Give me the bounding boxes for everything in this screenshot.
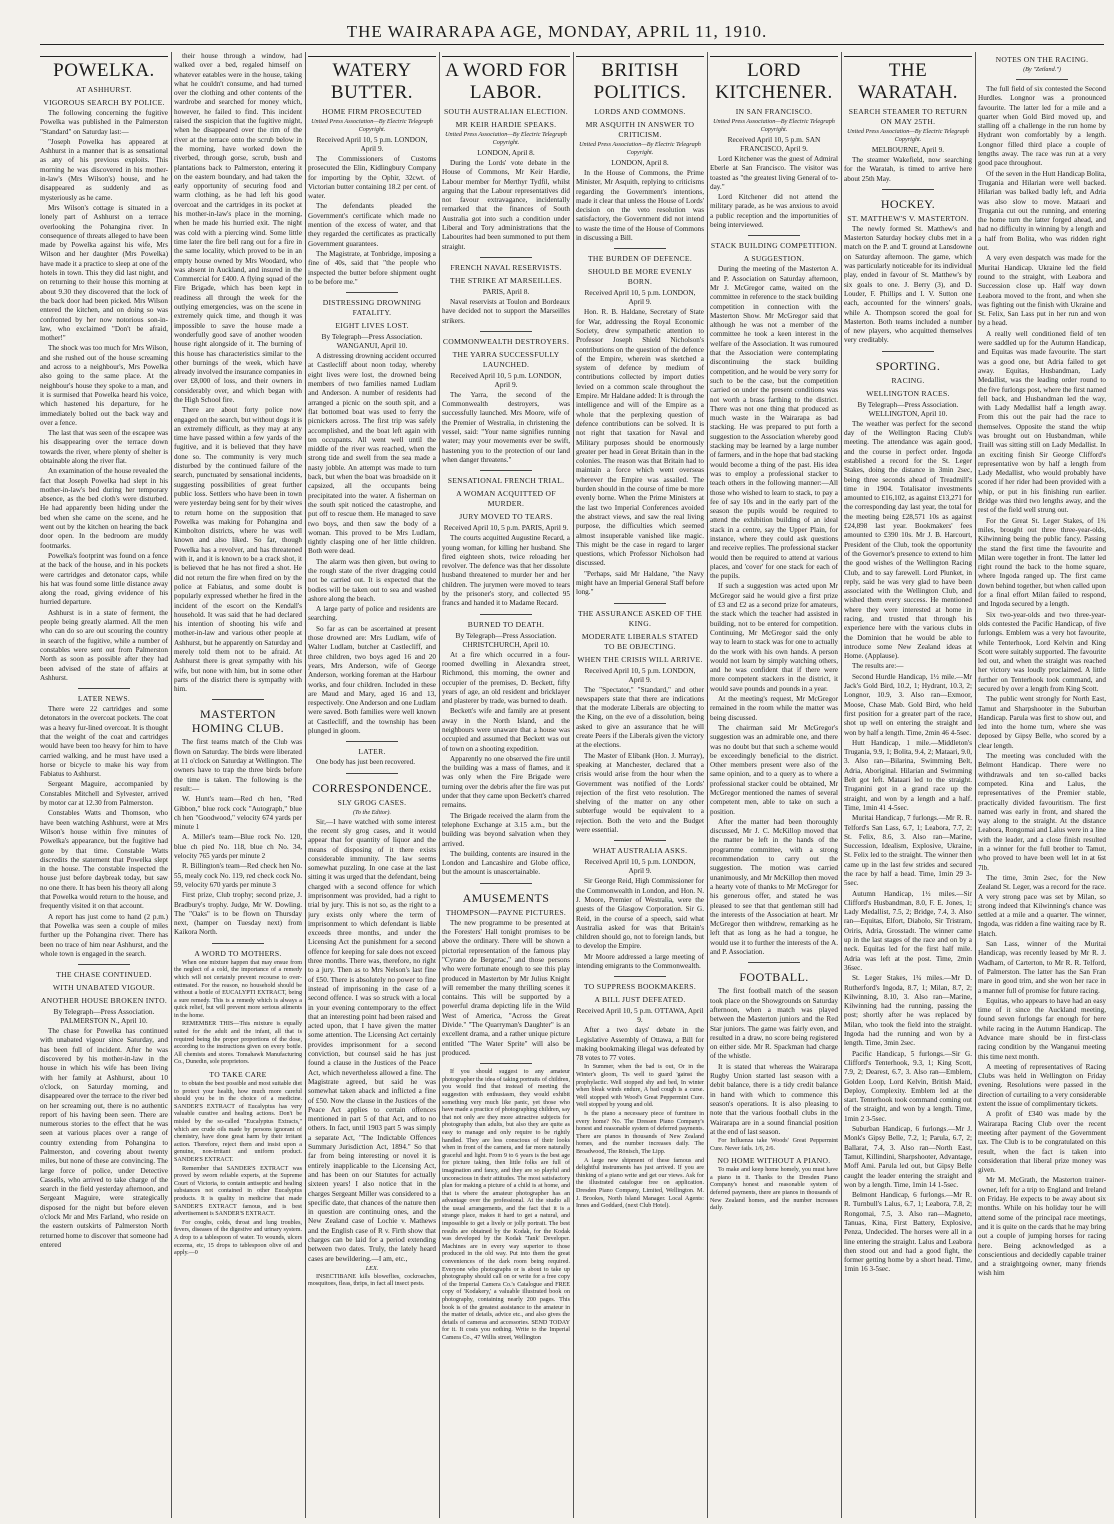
subheading: EIGHT LIVES LOST. xyxy=(335,321,409,331)
section-divider xyxy=(480,883,531,884)
column-rule xyxy=(439,52,440,1518)
article-paragraph: A really well conditioned field of ten were saddled up for the Autumn Handicap, and Equitas was made favourite. The start was a good one, but Adria failed to get away. Equitas, Husbandman, Lady Medallist, was the leading order round to the five furlongs post, where the first named fell back, and Husbandman led the way, with Lady Medallist half a length away. From this out the pair had the race to themselves. Opposite the stand the whip was brought out on Husbandman, while Traill was sitting still on Lady Medallist. In an exciting finish Sir George Clifford's representative won by half a length from Lady Medallist, who would probably have scored if her rider had been provided with a whip, or put in his finishing run earlier. Bridge was third two lengths away, and the rest of the field well strung out. xyxy=(978,329,1106,515)
subheading: WHEN THE CRISIS WILL ARRIVE. xyxy=(577,654,703,664)
subheading: A SUGGESTION. xyxy=(743,254,805,264)
column-2 xyxy=(174,52,302,1518)
article-paragraph: The following concerning the fugitive Powelka was published in the Palmerston "Standard" on Saturday last:— xyxy=(40,109,168,136)
dateline: Received April 10, 5 p.m. OTTAWA, April 9. xyxy=(576,1006,704,1025)
dateline: PARIS, April 8. xyxy=(482,286,530,296)
article-paragraph: After the matter had been thoroughly discussed, Mr J. C. McKillop moved that the matter be left in the hands of the programme committee, with a strong recommendation to carry out the suggestion. The motion was carried unanimously, and Mr McKillop then moved a hearty vote of thanks to Mr McGregor for his generous offer, and stated he was pleased to see that that gentleman still had the interests of the Association at heart. Mr McGregor then withdrew, remarking as he left that as long as he had a tongue, he would use it to further the interests of the A. and P. Association. xyxy=(710,817,838,957)
dateline: Received April 10, 5 p.m. SAN FRANCISCO, April 9. xyxy=(727,135,821,153)
subheading: THE CHASE CONTINUED. xyxy=(56,970,152,980)
article-paragraph: Lord Kitchener did not attend the military parade, as he was anxious to avoid a public reception and the importunities of being interviewed. xyxy=(710,193,838,230)
article-paragraph: Of the seven in the Hutt Handicap Bolita, Trugania and Hilarian were well backed. Hilarian was balked badly left, and Adria was also slow to move. Mataari and Trugania cut out the running, and entering the home turn the latter forged ahead, and had no difficulty in winning by a length and a half from Bolita, who was ridden right out. xyxy=(978,169,1106,253)
article-paragraph: It is stated that whereas the Wairarapa Rugby Union started last season with a debit balance, there is a tidy credit balance in hand with which to commence this season's operations. It is also pleasing to note that the various football clubs in the Wairarapa are in a sound financial position at the end of last season. xyxy=(710,1062,838,1136)
section-divider xyxy=(480,470,531,471)
article-paragraph: Suburban Handicap, 6 furlongs.—Mr J. Monk's Gipsy Belle, 7.2, 1; Parula, 6.7, 2; Ballarat, 7.4, 3. Also ran—North East, Tamut, Killindini, Sharpshooter, Advantage, Moff Ami. Parula led out, but Gipsy Belle caught the leader entering the straight and won by a length. Time, 1min 14 1-5sec. xyxy=(844,1125,972,1189)
article-paragraph: The courts acquitted Augustine Recard, a young woman, for killing her husband. She fired eighteen shots, twice reloading her revolver. The defence was that her dissolute husband threatened to murder her and her children. The jurymen were moved to tears by the prisoner's story, and collected 95 francs and handed it to Madame Recard. xyxy=(442,534,570,608)
article-paragraph: Hutt Handicap, 1 mile.—Middleton's Trugania, 9.9, 1; Bolita, 9.4, 2; Mataari, 9.0, 3. Also ran—Bilarina, Swimming Belt, Adria, Aboriginal. Hilarian and Swimming Belt got left. Mataari led to the straight. Truganini got in a grand race up the straight, and won by a length and a half. Time, 1min 41 4-5sec. xyxy=(844,738,972,812)
article-paragraph: The Commissioners of Customs prosecuted the Elin, Kidlingbury Company for importing by the Ophir, 32cwt. of Victorian butter containing 18.2 per cent. of water. xyxy=(308,155,436,201)
article-paragraph: The Yarra, the second of the Commonwealth destroyers, was successfully launched. Mrs Moore, wife of the Premier of Westralia, in christening the vessel, said: "Your name signifies running water; may your movements ever be swift, hastening you to the protection of our land when danger threatens." xyxy=(442,390,570,464)
article-paragraph: After a two days' debate in the Legislative Assembly of Ottawa, a Bill for making bookmaking illegal was defeated by 78 votes to 77 votes. xyxy=(576,1026,704,1063)
article-paragraph: Mr M. McGrath, the Masterton trainer-owner, left for a trip to England and Ireland on Friday. He expects to be away about six months. While on his holiday tour he will attend some of the principal race meetings, and it is quite on the cards that he may bring out a couple of jumping horses for racing here. Being acknowledged as a conscientious and decidedly capable trainer and a straightgoing owner, many friends wish him xyxy=(978,1176,1106,1278)
article-paragraph: The meeting was concluded with the Belmont Handicap. There were no withdrawals and ten so-called backs competed. Kina and Lalus, the representatives of the Premier stable, practically divided favouritism. The first named was early in front, and shared the way along to the straight. At the distance Leabora, Rongomai and Lalus were in a line with the leader, and a close finish resulted in a winner for the full brother to Tamut, who proved to have been well let in at 6st 7lb. xyxy=(978,752,1106,872)
subheading: SOUTH AUSTRALIAN ELECTION. xyxy=(443,107,569,116)
article-paragraph: Equitas, who appears to have had an easy time of it since the Auckland meeting, found seven furlongs far enough for here while racing in the Autumn Handicap. The Advance mare should be in first-class racing condition by the Wanganui meeting this time next month. xyxy=(978,996,1106,1061)
dateline: By Telegraph—Press Association. WELLINGTON, April 10. xyxy=(857,399,959,418)
article-paragraph: There are about forty police now engaged on the search, but without dogs it is an extremely difficult, as they may at any time have passed within a few yards of the fugitive, and it is believed that they have done so. The community is very much disturbed by the continued failure of the search, punctuated by sensational incidents, suggesting possibilities of great further public loss. Settlers who have been in town were yesterday being sent for by their wives to return home on the supposition that Powelka was making for Pohangina and Kimbolton districts, where he was well known and also liked. So far, though Powelka has a revolver, and has threatened with it, and it is known to be a crack shot, it is believed that he has not fired a shot. He did not return the fire when fired on by the police at Fabiatus, and some doubt is popularly expressed whether he fired in the incident of the escort on the Kendall's household. It was said that he had declared his intention of shooting his wife and mother-in-law and various other people at Ashhurst, but he apparently on Saturday and merely told them not to be afraid. At Ashhurst there is great sympathy with his wife, but none with him, but in some other parts of the district there is sympathy with him. xyxy=(174,406,302,694)
wire-credit: United Press Association—By Electric Telegraph Copyright. xyxy=(445,131,567,146)
article-paragraph: Powelka's footprint was found on a fence at the back of the house, and in his pockets were cartridges and detonator caps, while his hat was found some little distance away along the road, giving evidence of his hurried departure. xyxy=(40,551,168,607)
article-paragraph: The building, contents are insured in the London and Lancashire and Globe office, but the amount is unascertainable. xyxy=(442,849,570,877)
article-paragraph: Ashhurst is in a state of ferment, the people being greatly alarmed. All the men who can do so are out scouring the country in search of the fugitive, while a number of constables were sent out from Palmerston North as soon as possible after they had been advised of the state of affairs at Ashhurst. xyxy=(40,608,168,682)
article-headline: BRITISH POLITICS. xyxy=(576,56,704,104)
article-headline: A WORD FOR LABOR. xyxy=(442,56,570,104)
article-paragraph: R. Billington's team—Red check hen No. 55, mealy cock No. 119, red check cock No. 59, velocity 670 yards per minute 3 xyxy=(174,862,302,889)
dateline: Received April 10, 5 p.m. LONDON, April 9. xyxy=(450,370,562,389)
article-paragraph: The "Spectator," "Standard," and other newspapers state that there are indications that the moderate Liberals are objecting to the King, on the eve of a dissolution, being asked to give an assurance that he will create Peers if the Liberals given the victory at the elections. xyxy=(576,685,704,750)
subheading: RACING. xyxy=(891,375,925,385)
article-paragraph: The chase for Powelka has continued with unabated vigour since Saturday, and has been full of incident. After he was discovered by his mother-in-law in the house in which his wife has been living with her family at Ashhurst, about 10 o'clock, on Saturday morning, and disappeared over the terrace to the river bed on her screaming out, there is no authentic report of his having been seen. There are numerous stories to the effect that he was seen at various places over a range of country extending from Pohangina to Palmerston, and covering about twenty miles, but none of these are convincing. The large force of police, under Detective Cassells, who arrived to take charge of the search in the field yesterday afternoon, and Sergeant Maguire, were strategically disposed for the night but before eleven o'clock Mr and Mrs Farland, who reside on the eastern outskirts of Palmerston North returned home to discover that someone had entered xyxy=(40,1027,168,1249)
subheading: COMMONWEALTH DESTROYERS. xyxy=(442,336,570,346)
article-paragraph: At a fire which occurred in a four-roomed dwelling in Alexandra street, Richmond, this morning, the owner and occupier of the premises, D. Beckett, fifty years of age, an old resident and bricklayer and plasterer by trade, was burned to death. xyxy=(442,650,570,706)
article-paragraph: During the meeting of the Masterton A. and P. Association on Saturday afternoon, Mr J. McGregor came, waited on the committee in reference to the stack building competition in connection with the Masterton Show. Mr McGregor said that although he was not a member of the committee he took a keen interest in the welfare of the Association. It was rumoured that the Association were contemplating discontinuing the stack building competition, and he would be very sorry for such to be the case, but the competition carried on under the present conditions was not worth a brass farthing to the district. There was not one thing that produced as much waste in the Wairarapa as bad stacking. He was prepared to put forth a suggestion to the Association whereby good stacking may be learned by a large number of farmers, and in the hope that bad stacking would become a thing of the past. His idea was to employ a professional stacker to teach others in the following manner:—All those who wished to learn to stack, to pay a fee of say 10s and in the early part of the season the pupils would be required to attend the exhibition building of an ideal stack in a centre, say the Upper Plain, for instance, where they could ask questions and receive replies. The professional stacker would then be required to attend at various places, and 'cover' for one stack for each of the pupils. xyxy=(710,265,838,581)
article-paragraph: The chairman said Mr McGregor's suggestion was an admirable one, and there was no doubt but that such a scheme would be exceedingly beneficial to the district. Other members present were also of the same opinion, and to a query as to where a professional stacker could be obtained, Mr McGregor mentioned the names of several competent men, able to take on such a position. xyxy=(710,723,838,816)
subheading: ANOTHER HOUSE BROKEN INTO. xyxy=(40,996,168,1006)
article-paragraph: One body has just been recovered. xyxy=(316,758,415,767)
article-paragraph: The full field of six contested the Second Hurdles. Longnor was a pronounced favourite. The latter led for a mile and a quarter when Gold Bird moved up, and stalling off a challenge in the run home by Hydrant won comfortably by a length. Longnor filled third place a couple of lengths away. The race was run at a very good pace throughout. xyxy=(978,85,1106,168)
article-paragraph: their house through a window, had walked over a bed, regaled himself on whatever eatables were in the house, taking what he couldn't consume, and had turned over the clothing and other contents of the wardrobe and searched for money which, however, he failed to find. This incident raised the suspicion that the fugitive might, when he disappeared over the rim of the river at the terrace onto the scrub below in the morning, have worked down the riverbed, through gorse, scrub, bush and plantations back to Palmerston, entering it on the eastern boundary, and had taken the early opportunity of securing food and warm clothing, as he had left his good overcoat and the cartridges in its pocket at his mother-in-law's place in the morning, when he made his hurried exit. The night was cold with a piercing wind. Some little time later the fire bell rang out for a fire in the same locality, which proved to be in an empty house owned by Mrs Woodard, who was absent in Auckland, and insured in the Commercial for £400. A flying squad of the Fire Brigade, which has been kept in readiness all through the week for the outlying emergencies, was on the scene in extremely quick time, and though it was impossible to save the house made a wonderfully good save of another wooden house right alongside of it. The burning of this house has characteristics similar to the other burnings of the week, which have already involved the insurance companies in over £8,000 of loss, and their owners in considerably over, and which began with the High School fire. xyxy=(174,52,302,404)
subheading: SEARCH STEAMER TO RETURN ON MAY 25TH. xyxy=(848,107,968,126)
article-paragraph: Second Hurdle Handicap, 1½ mile.—Mr Jack's Gold Bird, 10.2, 1; Hydrant, 10.3, 2; Longnor, 10.9, 3. Also ran—Exmoor, Moose, Chase Mab. Gold Bird, who held first position for a greater part of the race, shot up well on entering the straight and won by half a length. Time, 2min 46 4-5sec. xyxy=(844,672,972,737)
article-paragraph: During the Lords' vote debate in the House of Commons, Mr Keir Hardie, Labour member for Merthyr Tydfil, whilst arguing that the Labour representatives did not favour extravagance, incidentally remarked that the finances of South Australia got into such a condition under Liberal and Tory administrations that the Labourites had been summoned to put them straight. xyxy=(442,159,570,251)
subheading: VIGOROUS SEARCH BY POLICE. xyxy=(43,98,165,107)
section-divider xyxy=(614,976,665,977)
subheading: WHAT AUSTRALIA ASKS. xyxy=(592,846,688,856)
article-paragraph: Sir George Reid, High Commissioner for the Commonwealth in London, and Hon. N. J. Moore, Premier of Westralia, were the guests of the Glasgow Corporation. Sir G. Reid, in the course of a speech, said what Australia asked for was that Britain's children should go, not to foreign lands, but to develop the Empire. xyxy=(576,877,704,951)
wire-credit: LEX. xyxy=(365,1264,379,1272)
article-paragraph: Hon. R. B. Haldane, Secretary of State for War, addressing the Royal Economic Society, drew sympathetic attention to Professor Joseph Shield Nicholson's contributions on the question of the defence of the Empire, wherein was sketched a system of defence by medium of contributions collected by import duties levied on a common scale throughout the Empire. Mr Haldane added: It is through the intelligence and will of the Empire as a whole that the perplexing question of defence contributions can be solved. It is not right that taxation for Naval and Military purposes should be enormously greater per head in Great Britain than in the colonies. The reason was that Britain had to maintain a force which went overseas wherever the Empire was assailed. The burden should in the course of time be more evenly borne. When the Prime Ministers at the last two Imperial Conferences avoided the abstract views, and saw the real living purpose, the difficulties which seemed almost insuperable vanished like magic. This might be the case in regard to larger questions, which Professor Nicholson had discussed. xyxy=(576,308,704,568)
article-paragraph: Muritai Handicap, 7 furlongs.—Mr R. R. Telford's San Lass, 6.7, 1; Leabora, 7.7, 2; St. Felix, 8.6, 3. Also ran—Marine, Succession, Idealism, Explosive, Ukraine, St. Felix led to the straight. The winner then came up in the last few strides and secured the race by half a head. Time, 1min 29 3-5sec. xyxy=(844,814,972,888)
article-paragraph: Beckett's wife and family are at present away in the North Island, and the neighbours were unaware that a house was occupied and assumed that Beckett was out of town on a shooting expedition. xyxy=(442,707,570,753)
dateline: Received April 10, 5 p.m. LONDON, April 9. xyxy=(316,135,428,153)
subheading: LORDS AND COMMONS. xyxy=(594,107,686,116)
article-paragraph: The new programme to be presented at the Foresters' Hall tonight promises to be above the ordinary. There will be shown a pictorial representation of the famous play "Cyrano de Bergerac," and those persons who were fortunate enough to see this play produced in Masterton by Mr Julius Knight will remember the many thrilling scenes it contains. This will be supported by a powerful drama depicting life in the Wild West of America, "Across the Great Divide." "The Quarryman's Daughter" is an excellent drama, and a rather unique picture entitled "The Water Sprite" will also be produced. xyxy=(442,918,570,1057)
article-paragraph: A distressing drowning accident occurred at Castlecliff about noon today, whereby eight lives were lost, the drowned being members of two families named Ludlam and Anderson. A number of residents had arranged a picnic on the south spit, and a flat bottomed boat was used to ferry the picnickers across. The first trip was safely accomplished, and the boat left again with ten occupants. All went well until the middle of the river was reached, when the strong tide and swell from the sea made a nasty jobble. An attempt was made to turn back, but when the boat was broadside on it capsized, all the occupants being precipitated into the water. A fisherman on the south spit noticed the catastrophe, and put off to rescue them. He managed to save two boys, and then saw the body of a woman. This proved to be Mrs Ludlam, tightly clasping one of her little children. Both were dead. xyxy=(308,352,436,556)
subheading: THE YARRA SUCCESSFULLY LAUNCHED. xyxy=(452,349,560,369)
subheading: HOME FIRM PROSECUTED xyxy=(322,107,422,116)
article-paragraph: "Perhaps, said Mr Haldane, "the Navy might have an Imperial General Staff before long." xyxy=(576,569,704,597)
article-paragraph: Pacific Handicap, 5 furlongs.—Sir G. Clifford's Tenterhook, 9.3, 1; King Scott, 7.9, 2; Dearest, 6.7, 3. Also ran—Emblem, Golden Loop, Lord Kelvin, British Maid, Deploy, Complexity. Emblem led at the start. Tenterhook took command coming out of the straight, and won by a length. Time, 1min 2 3-5sec. xyxy=(844,1049,972,1123)
article-paragraph: An examination of the house revealed the fact that Joseph Powelka had slept in his mother-in-law's bed during her temporary absence, as the bed cloth's were disturbed. He had apparently been hiding under the bed when she came on the scene, and he went out by the kitchen on hearing the back door open. In the bedroom are muddy footmarks. xyxy=(40,467,168,550)
advertisement-text: When one mixture happen that may ensue from the neglect of a cold, the importance of a remedy which will not certainly prevent recourse to over-estimated. For the reason, no household should be without a bottle of EUCALYPTI EXTRACT, being a sure remedy. This is a remedy which is always a quick relief, but will prevent more serious ailments in the home. xyxy=(174,959,302,1019)
article-paragraph: Naval reservists at Toulon and Bordeaux have decided not to support the Marseilles strikers. xyxy=(442,297,570,325)
section-divider xyxy=(480,331,531,332)
article-paragraph: Mr Moore addressed a large meeting of intending emigrants to the Commonwealth. xyxy=(576,952,704,970)
section-divider xyxy=(748,962,799,963)
subheading: DISTRESSING DROWNING FATALITY. xyxy=(322,298,422,318)
section-divider xyxy=(882,189,933,190)
article-paragraph: A profit of £340 was made by the Wairarapa Racing Club over the recent meeting after payment of the Government tax. The Club is to be congratulated on this result, when the fact is taken into consideration that liberal prize money was given. xyxy=(978,1110,1106,1175)
article-paragraph: If such a suggestion was acted upon Mr McGregor said he would give a first prize of £3 and £2 as a second prize for amateurs, the stack which the teacher had assisted in building, not to be entered for competition. Continuing, Mr McGregor said the only way to learn to stack was for one to actually do the work with his own hands. A person would not learn by simply watching others, and he was confident that if there were more competent stackers in the district, it would save pounds and pounds in a year. xyxy=(710,582,838,693)
column-4 xyxy=(442,52,570,1518)
dateline: MELBOURNE, April 9. xyxy=(871,145,945,154)
column-rule xyxy=(975,52,976,1518)
article-paragraph: So far as can be ascertained at present those drowned are: Mrs Ludlam, wife of Walter Ludlam, butcher at Castlecliff, and three children, two boys aged 16 and 20 years, Mrs Anderson, wife of George Anderson, working foreman at the Harbour works, and four children. Included in these are Maud and Mary, aged 16 and 13, respectively. One Anderson and one Ludlam were saved. Both families were well known at Castlecliff, and the township has been plunged in gloom. xyxy=(308,624,436,736)
article-paragraph: The Master of Elibank (Hon. J. Murray), speaking at Manchester, declared that a crisis would arise from the hour when the Government was notified of the Lords' rejection of the first veto resolution. The shelving of the matter on any other subterfuge would be equivalent to a rejection. Both the veto and the Budget were essential. xyxy=(576,751,704,835)
article-paragraph: The weather was perfect for the second day of the Wellington Racing Club's meeting. The attendance was again good, and the course in perfect order. Ingoda established a record for the St. Leger Stakes, doing the distance in 3min 2sec, being three seconds ahead of Treadmill's time in 1904. Totalisator investments amounted to £16,102, as against £13,271 for the corresponding day last year, the total for the meeting being £28,571 10s as against £24,898 last year. Bookmakers' fees amounted to £390 10s. Mr J. B. Harcourt, President of the Club, took the opportunity of the Governor's presence to extend to him the good wishes of the Wellington Racing Club, and to say farewell. Lord Plunket, in reply, said he was very glad to have been associated with the Wellington Club, and wished them every success. He mentioned where they were interested at home in racing, and trusted that through his experience here with the various clubs in the Dominion that he would be able to introduce some New Zealand ideas at Home. (Applause). xyxy=(844,419,972,661)
section-divider xyxy=(346,773,397,774)
advertisement-text: to obtain the best possible and most suitable diet to protect your health, how much more careful should you be in the choice of a medicine. SANDER'S EXTRACT of Eucalyptus has very valuable curative and healing actions. Don't be misled by the so-called "Eucalyptus Extracts," which are crude oils made by persons ignorant of chemistry, have done great harm by their irritant action. Therefore, reject them and insist upon a genuine, non-irritant and uniform product. SANDER'S EXTRACT. xyxy=(174,1081,302,1163)
article-paragraph: The first teams match of the Club was flown on Saturday. The birds were liberated at 11 o'clock on Saturday at Wellington. The owners have to trap the three birds before the time is taken. The following is the result:— xyxy=(174,738,302,793)
article-headline: LORD KITCHENER. xyxy=(710,56,838,104)
advertisement-text: If you should suggest to any amateur photographer the idea of taking portraits of children, you would find that instead of meeting the suggestion with enthusiasm, they would exhibit something very much like panic, yet those who have made a practice of photographing children, say that not only are they more attractive subjects for photography than adults, but also they are quite as easy to manage and only require to be rightly handled. They are less conscious of their looks when in front of the camera, and far more naturally graceful and light. From 9 to 6 years is the best age for picture taking, then little folks are full of imagination and fancy, and they are so playful and unconscious in their attitudes. The most satisfactory plan for making a picture of a child is at home, and that is where the amateur photographer has an advantage over the professional. At the studio all the usual arrangements, and the fact that it is a strange place, makes it hard to get a natural, and impossible to get a lively or jolly portrait. The best results are obtained by the Kodak, for the Kodak was developed by the Kodak 'Tank' Developer. Machines are in every way superior to those produced in the old way. Put into them the great conveniences of the dark room being required. Everyone who photographs or is about to take up photography should call on or write for a free copy of the Imperial Camera Co.'s Catalogue and FREE copy of 'Kodakery,' a valuable illustrated book on photography, containing nearly 200 pages. This book is of the greatest assistance to the amateur in the matter of details, advice etc., and also gives the details of cameras and accessories. SEND TODAY for it. It costs you nothing. Write to the Imperial Camera Co., 47 Willis street, Wellington xyxy=(442,1069,570,1341)
subheading: NOTES ON THE RACING. xyxy=(995,55,1089,64)
section-divider xyxy=(78,688,129,689)
column-rule xyxy=(573,52,574,1518)
subheading: THE STRIKE AT MARSEILLES. xyxy=(450,275,562,285)
section-divider xyxy=(614,603,665,604)
advertisement-text: A large new shipment of these famous and delightful instruments has just arrived. If you are thinking of a piano write and get our views. Ask for the illustrated catalogue free on application. Dresden Piano Company, Limited, Wellington. M. J. Brookes, North Island Manager. Local Agents: Innes and Goddard, (next Club Hotel). xyxy=(576,1157,704,1210)
subheading: JURY MOVED TO TEARS. xyxy=(459,512,553,522)
section-divider xyxy=(480,257,531,258)
article-paragraph: In the House of Commons, the Prime Minister, Mr Asquith, replying to criticisms regarding the Government's intentions, made it clear that unless the House of Lords' decision on the veto resolution was satisfactory, the Government did not intend to waste the time of the House of Commons in discussing a Bill. xyxy=(576,169,704,243)
article-paragraph: The shock was too much for Mrs Wilson, and she rushed out of the house screaming and across to a neighbour's, Mrs Powelka also going to the same place. At the neighbour's house they spoke to a man, and it is surmised that Powelka heard his voice, which hastened his departure, for he immediately bolted out the back way and over a fence. xyxy=(40,344,168,427)
wire-credit: (To the Editor). xyxy=(352,808,392,816)
advertisement-text: For Influenza take Woods' Great Peppermint Cure. Never fails. 1/6, 2/6. xyxy=(710,1138,838,1152)
article-paragraph: The steamer Wakefield, now searching for the Waratah, is timed to arrive here about 25th May. xyxy=(844,156,972,183)
dateline: By Telegraph—Press Association. WANGANUI, April 10. xyxy=(321,332,423,351)
article-paragraph: A report has just come to hand (2 p.m.) that Powelka was seen a couple of miles further up the Pohangina river. There has been no trace of him near Ashhurst, and the whole town is engaged in the search. xyxy=(40,912,168,958)
article-paragraph: A very even despatch was made for the Muritai Handicap. Ukraine led the field round to the straight, with Leabora and Succession close up. Half way down Leabora moved to the front, and when she was fighting out the finish with Ukraine and St. Felix, San Lass put in her run and won by a head. xyxy=(978,254,1106,328)
article-paragraph: Lord Kitchener was the guest of Admiral Eberle at San Francisco. The visitor was toasted as "the greatest living General of to-day." xyxy=(710,155,838,191)
column-rule xyxy=(171,52,172,1518)
subheading: MR KEIR HARDIE SPEAKS. xyxy=(455,120,557,129)
column-rule xyxy=(305,52,306,1518)
section-divider xyxy=(882,351,933,352)
section-divider xyxy=(346,292,397,293)
column-rule xyxy=(707,52,708,1518)
advertisement-text: Is the piano a necessary piece of furniture in every home? No. The Dressen Piano Company's honest and reasonable system of deferred payments. There are pianos in thousands of New Zealand homes, and the number increases daily. The Broadwood, The Rönisch, The Lipp. xyxy=(576,1111,704,1156)
subheading: A WOMAN ACQUITTED OF MURDER. xyxy=(456,489,556,509)
column-7 xyxy=(844,52,972,1518)
article-paragraph: The Brigade received the alarm from the telephone Exchange at 3.15 a.m., but the building was beyond salvation when they arrived. xyxy=(442,811,570,848)
section-heading: SPORTING. xyxy=(875,358,941,373)
advertisement-text: In Summer, when the bad is out, Or in the Winter's gloom, Tis well to guard 'gainst the prophylactic. Well stopped shy and bed, In winter when bleak winds endure, A bad cough is a curse. Well stopped with Wood's Great Peppermint Cure. Well stopped by young and old. xyxy=(576,1064,704,1109)
masthead: THE WAIRARAPA AGE, MONDAY, APRIL 11, 1910. xyxy=(346,22,768,41)
subheading: BURNED TO DEATH. xyxy=(467,619,545,629)
article-headline: THE WARATAH. xyxy=(844,56,972,104)
section-heading: AMUSEMENTS xyxy=(462,890,550,905)
masthead-rule xyxy=(40,44,1104,45)
subheading: THOMPSON—PAYNE PICTURES. xyxy=(445,907,567,917)
article-paragraph: The results are:— xyxy=(852,662,904,671)
column-8 xyxy=(978,52,1106,1518)
section-heading: FOOTBALL. xyxy=(739,970,809,985)
subheading: LATER. xyxy=(358,747,386,757)
advertisement-text: To make and keep home homely, you must have a piano in it. Thanks to the Dresden Piano Company's honest and reasonable system of deferred payments, there are pianos in thousands of New Zealand homes, and the number increases daily. xyxy=(710,1167,838,1212)
section-divider xyxy=(212,943,263,944)
article-paragraph: Autumn Handicap, 1½ miles.—Sir Clifford's Husbandman, 8.0, F. E. Jones, 1; Lady Medallist, 7.5, 2; Bridge, 7.4, 3. Also ran—Equitas, Elfort, Diabolo, Sir Tristram, Oriris, Adria, Grosstadt. The winner came up in the last stages of the race and on by a neck. Equitas led for the first half mile. Adria was left at the post. Time, 2min 36sec. xyxy=(844,889,972,972)
subheading: THE BURDEN OF DEFENCE. xyxy=(587,254,693,264)
subheading: TO SUPPRESS BOOKMAKERS. xyxy=(583,982,697,992)
column-rule xyxy=(841,52,842,1518)
section-divider xyxy=(212,699,263,700)
article-paragraph: At the meeting's request, Mr McGregor remained in the room while the matter was being discussed. xyxy=(710,695,838,722)
subheading: STACK BUILDING COMPETITION. xyxy=(710,241,838,251)
article-paragraph: The public went strongly for North East, Tamut and Sharpshooter in the Suburban Handicap. Parula was first to show out, and led into the home turn, where she was deposed by Gipsy Belle, who scored by a clear length. xyxy=(978,695,1106,750)
subheading: A BILL JUST DEFEATED. xyxy=(594,995,686,1005)
section-divider xyxy=(78,964,129,965)
article-paragraph: St. Leger Stakes, 1¾ miles.—Mr D. Rutherford's Ingoda, 8.7, 1; Milan, 8.7, 2; Kilwinning, 8.10, 3. Also ran—Marine, Kilwinning had the running, passing the post; shortly after he was replaced by Milan, who took the field into the straight. Ingoda had the running and won by a length. Time, 3min 2sec. xyxy=(844,974,972,1048)
dateline: LONDON, April 8. xyxy=(611,158,669,167)
section-heading: HOCKEY. xyxy=(880,196,936,211)
wire-credit: United Press Association—By Electric Telegraph Copyright. xyxy=(579,141,701,156)
section-divider xyxy=(614,248,665,249)
advertisement-text: For coughs, colds, throat and lung troubles, fevers, diseases of the digestive and urinary system. A drop to a tablespoon of water. To wounds, ulcers eczema, etc, 15 drops to tablespoon olive oil and apply.—0 xyxy=(174,1219,302,1257)
article-paragraph: The time, 3min 2sec, for the New Zealand St. Leger, was a record for the race. A very strong pace was set by Milan, so strong indeed that Kilwinning's chance was settled at a mile and a quarter. The winner, Ingoda, was ridden a fine waiting race by R. Hatch. xyxy=(978,873,1106,938)
article-paragraph: San Lass, winner of the Muritai Handicap, was recently leased by Mr R. J. Wadham, of Carterton, to Mr R. R. Telford, of Palmerston. The latter has the San Fran mare in good trim, and she won her race in a manner full of promise for future racing. xyxy=(978,940,1106,995)
dateline: Received April 10, 5 p.m. PARIS, April 9. xyxy=(443,523,569,533)
subheading: SLY GROG CASES. xyxy=(337,797,407,807)
article-headline: POWELKA. xyxy=(40,56,168,82)
article-paragraph: Belmont Handicap, 6 furlongs.—Mr R. R. Turnbull's Lalus, 6.7, 1; Leabora, 7.8, 2; Rongomai, 7.5, 3. Also ran—Magneto, Tanuas, Kina, First Battery, Explosive, Penza, Undecided. The horses were all in a line entering the straight. Lalus and Leabora then stood out and had a good fight, the former getting home by a short head. Time, 1min 16 3-5sec. xyxy=(844,1191,972,1274)
subheading: NO HOME WITHOUT A PIANO. xyxy=(717,1156,831,1166)
dateline: Received April 10, 5 p.m. LONDON, April 9. xyxy=(584,857,696,876)
section-divider xyxy=(346,741,397,742)
subheading: MODERATE LIBERALS STATED TO BE OBJECTING. xyxy=(581,631,699,651)
article-paragraph: A meeting of representatives of Racing Clubs was held in Wellington on Friday evening. Resolutions were passed in the direction of curtailing to a very considerable extent the issue of complimentary tickets. xyxy=(978,1062,1106,1109)
dateline: By Telegraph—Press Association. PALMERSTON N., April 10. xyxy=(53,1007,155,1026)
article-paragraph: The defendants pleaded the Government's certificate which made no mention of the excess of water, and that they regarded the certificates as practically Government guarantees. xyxy=(308,202,436,248)
column-1 xyxy=(40,52,168,1518)
article-paragraph: A. Miller's team—Blue rock No. 120, blue ch pied No. 118, blue ch No. 34, velocity 765 yards per minute 2 xyxy=(174,833,302,861)
article-paragraph: Six two-year-olds and two three-year-olds contested the Pacific Handicap, of five furlongs. Emblem was a very hot favourite, while Tenterhook, Lord Kelvin and King Scott were suitably supported. The favourite led out, and when the straight was reached her victory was loudly proclaimed. A little further on Tenterhook took command, and secured by over a length from King Scott. xyxy=(978,610,1106,693)
subheading: SHOULD BE MORE EVENLY BORN. xyxy=(587,267,693,287)
article-paragraph: Constables Watts and Thomson, who have been watching Ashhurst, were at Mrs Wilson's house within five minutes of Powelka's appearance, but the fugitive had gone by that time. Constable Watts discredits the statement that Powelka slept in the house. The constable inspected the house just before daybreak today, but saw no one there. It has been his theory all along that Powelka would return to the house, and frequently visited it on that account. xyxy=(40,809,168,911)
article-paragraph: The Magistrate, at Tonbridge, imposing a fine of 40s, said that "the people who inspected the butter before shipment ought to be before me." xyxy=(308,249,436,286)
subheading: AT ASHHURST. xyxy=(76,85,132,94)
dateline: By Telegraph—Press Association. CHRISTCHURCH, April 10. xyxy=(455,630,557,649)
subheading: MR ASQUITH IN ANSWER TO CRITICISM. xyxy=(585,120,695,139)
subheading: WITH UNABATED VIGOUR. xyxy=(52,983,156,993)
section-divider xyxy=(480,614,531,615)
subheading: WELLINGTON RACES. xyxy=(866,388,950,398)
subheading: A WORD TO MOTHERS. xyxy=(194,948,282,958)
article-paragraph: The alarm was then given, but owing to the rough state of the river dragging could not be carried out. It is expected that the bodies will be taken out to sea and washed ashore along the beach. xyxy=(308,557,436,603)
section-divider xyxy=(1016,79,1067,80)
article-paragraph: Sir,—I have watched with some interest the recent sly grog cases, and it would appear that for quantity of liquor and the means of disposing of it there exists considerable immunity. The law seems somewhat puzzling. In one case at the last sitting it was urged that the defendant, being charged with a second offence for which imprisonment was provided, had a right to trial by jury. This is not so, as the right to a jury exists only where the term of imprisonment to which defendant is liable exceeds three months, and under the Licensing Act the punishment for a second offence for keeping for sale does not exceed three months. There was, therefore, no right to a jury. Then as to Mrs Nelson's last fine of £50. There is absolutely no power to fine instead of imprisoning in the case of a second offence. I was so struck with a local in your evening contemporary to the effect that an interesting point had been raised and acted upon, that I have given the matter some attention. The Licensing Act certainly provides imprisonment for a second conviction, but counsel said he has just found a clause in the Justices of the Peace Act, which nevertheless allowed a fine. The Magistrate agreed, but said he was somewhat taken aback and inflicted a fine of £50. Now the clause in the Justices of the Peace Act applies to certain offences mentioned in part 5 of that Act, and to no others. In fact, until 1903 part 5 was simply a separate Act, "The Indictable Offences Summary Jurisdiction Act, 1894." So that far from being interesting or novel it is entirely inapplicable to the Licensing Act, and has been on our Statutes for actually sixteen years! I also notice that in the charges Sergeant Miller was considered to a specific date, that chances of the nature then in question are continuing ones, and the New Zealand case of Lochie v. Mathews and the English case of R v. Firth show that charges can be laid for a period extending between two dates. Truly, the lately heard cases are bewildering.—I am, etc., xyxy=(308,817,436,1263)
article-paragraph: First prize, Club trophy; second prize, J. Bradbury's trophy. Judge, Mr W. Dowling. The "Oaks" is to be flown on Thursday next, (hamper on Tuesday next) from Kaikora North. xyxy=(174,891,302,937)
section-divider xyxy=(748,235,799,236)
subheading: ST. MATTHEW'S V. MASTERTON. xyxy=(847,213,969,223)
dateline: Received April 10, 5 p.m. LONDON, April 9. xyxy=(584,288,696,307)
article-paragraph: Mrs Wilson's cottage is situated in a lonely part of Ashhurst on a terrace overlooking the Pohangina river. In consequence of threats alleged to have been made by Powelka against his wife, Mrs Wilson and her daughter (Mrs Powelka) have made it a practice to sleep at one of the hotels in town. This they did last night, and on returning to their house this morning at about 9.30 they discovered that the lock of the back door had been picked. Mrs Wilson entered the kitchen, and on doing so was confronted by her now notorious son-in-law, who exclaimed "Don't be afraid, mother!" xyxy=(40,203,168,343)
article-paragraph: W. Hunt's team—Red ch hen, "Red Gibbon," blue rock cock "Autograph," blue ch hen "Goodwood," velocity 674 yards per minute 1 xyxy=(174,795,302,832)
subheading: IN SAN FRANCISCO. xyxy=(735,107,813,116)
article-headline: WATERY BUTTER. xyxy=(308,56,436,104)
wire-credit: United Press Association—By Electric Telegraph Copyright. xyxy=(713,118,835,133)
wire-credit: (By "Zetland.") xyxy=(1023,66,1061,73)
article-paragraph: There were 22 cartridges and some detonators in the overcoat pockets. The coat was a heavy fur-lined overcoat. It is thought that the weight of the coat and cartridges would have been too heavy for him to have carried walking, and he must have used a horse or bicycle to make his way from Fabiatus to Ashhurst. xyxy=(40,705,168,779)
advertisement-text: REMEMBER THIS—This mixture is equally suited for the adult and the infant, all that is required being the proper proportions of the dose, according to the instructions given on every bottle. All chemists and stores. Tomahawk Manufacturing Co., Dunedin, sole proprietors. xyxy=(174,1021,302,1066)
subheading: TO TAKE CARE xyxy=(209,1070,267,1080)
article-paragraph: For the Great St. Leger Stakes, of 1¾ miles, brought out three three-year-olds, Kilwinning being the public fancy. Passing the stand the first time the favourite and Milan were together in front. The latter led right round the back to the home square, where Ingoda ranged up. The first came down behind together, but when called upon for a final effort Milan failed to respond, and Ingoda secured by a length. xyxy=(978,516,1106,609)
dateline: LONDON, April 8. xyxy=(477,148,535,157)
section-heading: MASTERTON HOMING CLUB. xyxy=(191,707,285,736)
subheading: THE ASSURANCE ASKED OF THE KING. xyxy=(577,608,703,628)
advertisement-text: Remember that SANDER'S EXTRACT was proved by sworn reliable experts, at the Supreme Court of Victoria, to contain antiseptic and healing substances not contained in other Eucalyptus products. It is quality in medicine that made SANDER'S EXTRACT famous, and is best advertisement is SANDER'S EXTRACT. xyxy=(174,1165,302,1218)
column-6 xyxy=(710,52,838,1518)
article-paragraph: Apparently no one observed the fire until the building was a mass of flames, and it was only when the Fire Brigade were turning over the debris after the fire was put under that they came upon Beckett's charred remains. xyxy=(442,754,570,810)
column-3 xyxy=(308,52,436,1518)
subheading: FRENCH NAVAL RESERVISTS. xyxy=(450,262,562,272)
dateline: Received April 10, 5 p.m. LONDON, April 9. xyxy=(584,665,696,684)
advertisement-text: INSECTIBANE kills bloweflies, cockroaches, mosquitoes, fleas, thrips, in fact all insect pests. xyxy=(308,1273,436,1288)
article-paragraph: The last that was seen of the escapee was his disappearing over the terrace down towards the river, where plenty of shelter is obtainable along the river flat. xyxy=(40,429,168,465)
column-5 xyxy=(576,52,704,1518)
article-paragraph: A large party of police and residents are searching. xyxy=(308,605,436,623)
subheading: LATER NEWS. xyxy=(77,694,131,704)
wire-credit: United Press Association—By Electric Telegraph Copyright. xyxy=(847,128,969,143)
section-divider xyxy=(480,1063,531,1064)
subheading: SENSATIONAL FRENCH TRIAL. xyxy=(447,476,565,486)
article-paragraph: "Joseph Powelka has appeared at Ashhurst in a manner that is as sensational as any of his previous exploits. This morning he was discovered in his mother-in-law's (Mrs Wilson's) house, and he disappeared as suddenly and as mysteriously as he came. xyxy=(40,137,168,202)
article-paragraph: The first football match of the season took place on the Showgrounds on Saturday afternoon, when a match was played between the Masterton juniors and the Red Star juniors. The game was fairly even, and resulted in a draw, no score being registered on either side. Mr R. Spackman had charge of the whistle. xyxy=(710,987,838,1061)
wire-credit: United Press Association—By Electric Telegraph Copyright. xyxy=(311,118,433,133)
article-paragraph: The newly formed St. Matthew's and Masterton Saturday hockey clubs met in a match on the P. and T. ground at Lansdowne on Saturday afternoon. The game, which was particularly noticeable for its individual play, ended in favour of St. Matthew's by six goals to one. J. Berry (3), and D. Louder, F. Phillips and I. V. Sutton one each, accounted for the winners' goals, while A. Thompson scored the goal for Masterton. Both teams included a number of new players, who acquitted themselves very creditably. xyxy=(844,224,972,345)
section-heading: CORRESPONDENCE. xyxy=(312,780,432,795)
article-paragraph: Sergeant Maguire, accompanied by Constables Mitchell and Sylvester, arrived by motor car at 12.30 from Palmerston. xyxy=(40,780,168,808)
section-divider xyxy=(614,840,665,841)
